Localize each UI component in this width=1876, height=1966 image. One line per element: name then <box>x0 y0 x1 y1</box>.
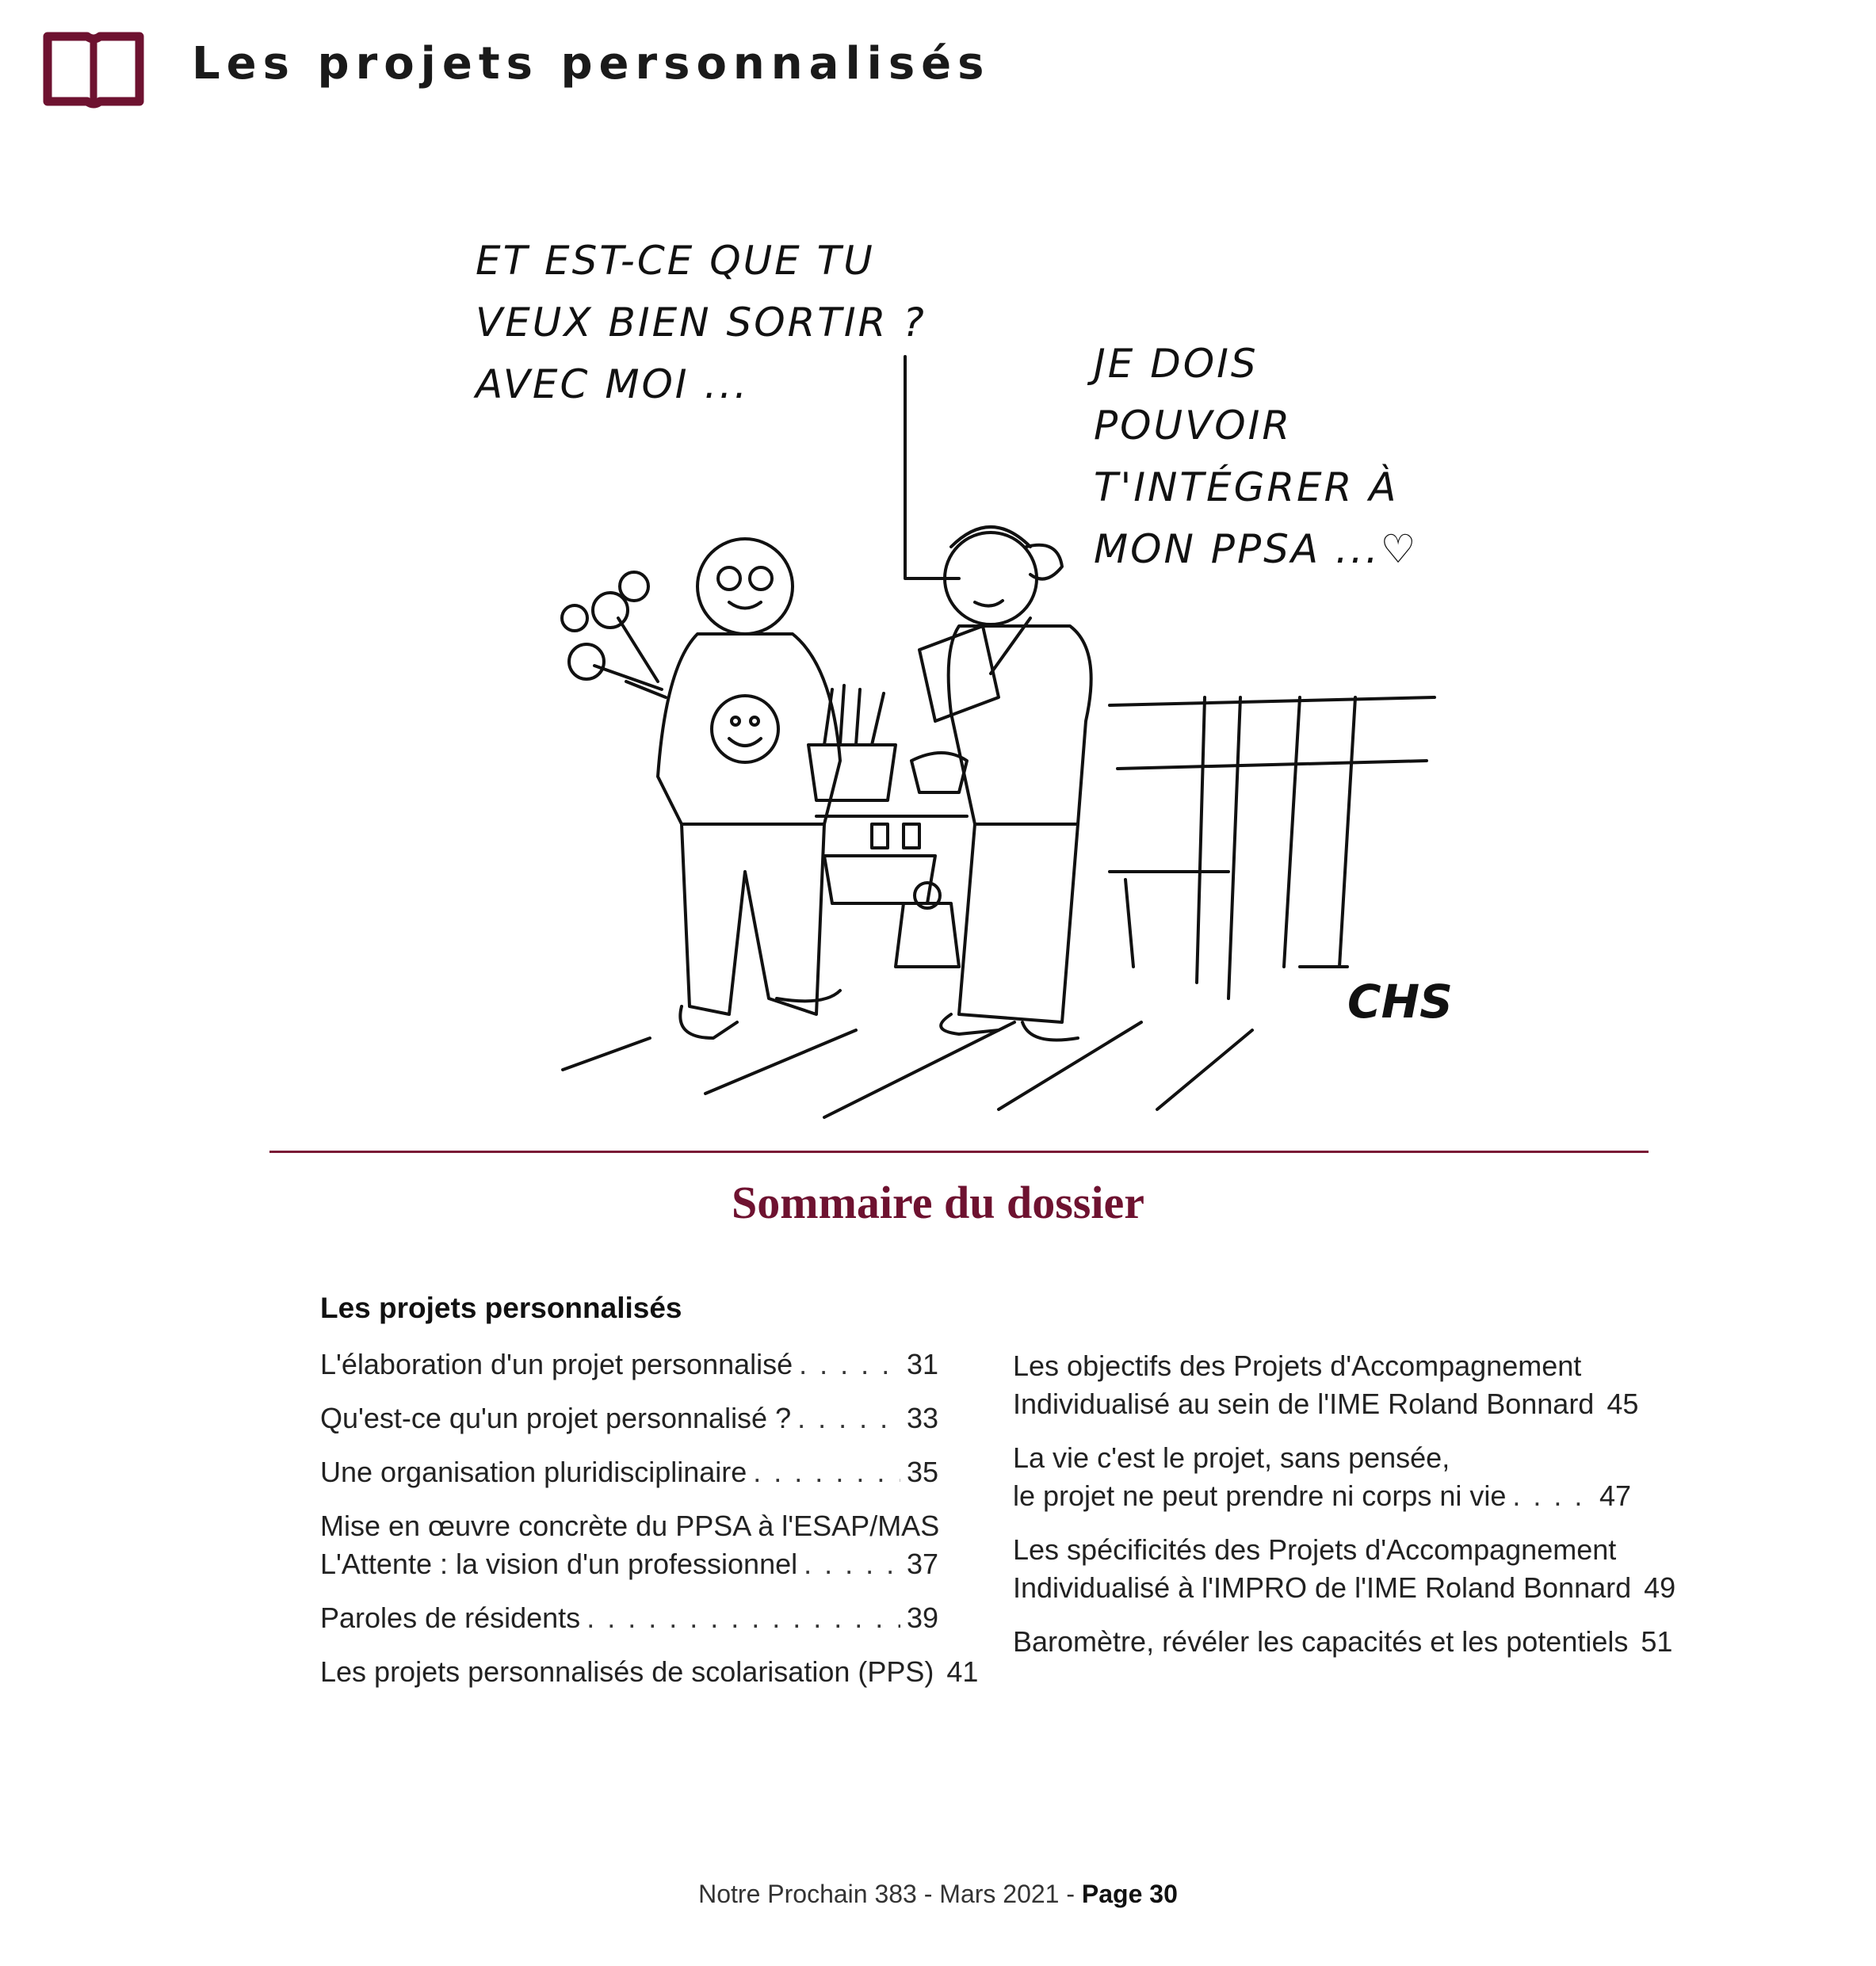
page-header <box>41 30 1151 109</box>
speech-bubble-boy: ET EST-CE QUE TU VEUX BIEN SORTIR ? AVEC MOI ... <box>476 238 927 407</box>
toc-leader-dots <box>1512 1477 1593 1515</box>
toc-entry-title: Individualisé au sein de l'IME Roland Bonnard <box>1013 1388 1595 1420</box>
toc-entry-title: Les projets personnalisés de scolarisation (PPS) <box>320 1655 934 1688</box>
page-title: Les projets personnalisés <box>192 38 991 90</box>
toc-entry-title: Baromètre, révéler les capacités et les potentiels <box>1013 1625 1629 1658</box>
toc-entry-title: L'Attente : la vision d'un professionnel <box>320 1548 798 1580</box>
artist-signature: CHS <box>1347 975 1453 1029</box>
toc-left-column <box>320 1292 979 1707</box>
toc-page-number: 51 <box>1641 1625 1673 1658</box>
toc-entry[interactable] <box>1013 1531 1676 1607</box>
toc-leader-dots <box>799 1346 900 1384</box>
toc-leader-dots <box>797 1399 900 1437</box>
toc-right-column <box>1013 1347 1676 1677</box>
toc-entry[interactable] <box>320 1507 938 1583</box>
sommaire-title: Sommaire du dossier <box>732 1177 1144 1228</box>
toc-entry-title: le projet ne peut prendre ni corps ni vie <box>1013 1479 1507 1512</box>
toc-page-number: 31 <box>906 1348 938 1380</box>
toc-leader-dots <box>753 1453 900 1491</box>
toc-page-number: 37 <box>906 1548 938 1580</box>
toc-entry-line <box>1013 1385 1639 1423</box>
footer-page-number: Page 30 <box>1081 1880 1178 1908</box>
toc-leader-dots <box>804 1545 900 1583</box>
toc-page-number: 33 <box>906 1402 938 1434</box>
toc-entry-line <box>1013 1531 1631 1569</box>
page-footer <box>0 1880 1876 1909</box>
toc-entry[interactable] <box>320 1599 938 1637</box>
toc-entry[interactable] <box>320 1653 979 1691</box>
toc-entry[interactable] <box>320 1453 938 1491</box>
book-icon <box>41 30 146 109</box>
toc-entry-title: Les spécificités des Projets d'Accompagnement <box>1013 1533 1617 1566</box>
footer-issue: Notre Prochain 383 - Mars 2021 - <box>698 1880 1082 1908</box>
toc-entry-line <box>320 1653 979 1691</box>
toc-page-number: 47 <box>1599 1479 1631 1512</box>
toc-entry-title: Mise en œuvre concrète du PPSA à l'ESAP/MAS <box>320 1510 940 1542</box>
toc-entry-title: Individualisé à l'IMPRO de l'IME Roland Bonnard <box>1013 1571 1632 1604</box>
toc-entry-title: Qu'est-ce qu'un projet personnalisé ? <box>320 1402 792 1434</box>
toc-entry[interactable] <box>1013 1347 1639 1423</box>
toc-entry[interactable] <box>1013 1439 1631 1515</box>
toc-entry-line <box>320 1453 938 1491</box>
toc-entry-line <box>1013 1347 1631 1385</box>
toc-entry-title: Une organisation pluridisciplinaire <box>320 1456 747 1488</box>
toc-page-number: 39 <box>906 1601 938 1634</box>
toc-heading: Les projets personnalisés <box>320 1292 682 1324</box>
toc-page-number: 35 <box>906 1456 938 1488</box>
toc-entry[interactable] <box>320 1399 938 1437</box>
toc-entry-line <box>320 1599 938 1637</box>
toc-entry-title: Les objectifs des Projets d'Accompagnement <box>1013 1349 1582 1382</box>
speech-bubble-girl: JE DOIS POUVOIR T'INTÉGRER À MON PPSA ...♡ <box>1094 341 1419 572</box>
toc-entry-title: Paroles de résidents <box>320 1601 581 1634</box>
toc-entry-line <box>320 1346 938 1384</box>
toc-entry-title: La vie c'est le projet, sans pensée, <box>1013 1441 1450 1474</box>
toc-entry-line <box>320 1507 938 1545</box>
toc-entry-line <box>1013 1439 1631 1477</box>
toc-entry-title: L'élaboration d'un projet personnalisé <box>320 1348 793 1380</box>
toc-entry-line <box>320 1399 938 1437</box>
toc-entry-line <box>1013 1477 1631 1515</box>
toc-page-number: 45 <box>1607 1388 1639 1420</box>
toc-entry[interactable] <box>320 1346 938 1384</box>
toc-entry-line <box>1013 1569 1676 1607</box>
toc-page-number: 41 <box>946 1655 979 1688</box>
section-divider <box>269 1151 1649 1153</box>
toc-entry-line <box>320 1545 938 1583</box>
toc-page-number: 49 <box>1644 1571 1676 1604</box>
toc-entry[interactable] <box>1013 1623 1673 1661</box>
toc-entry-line <box>1013 1623 1673 1661</box>
toc-leader-dots <box>586 1599 900 1637</box>
